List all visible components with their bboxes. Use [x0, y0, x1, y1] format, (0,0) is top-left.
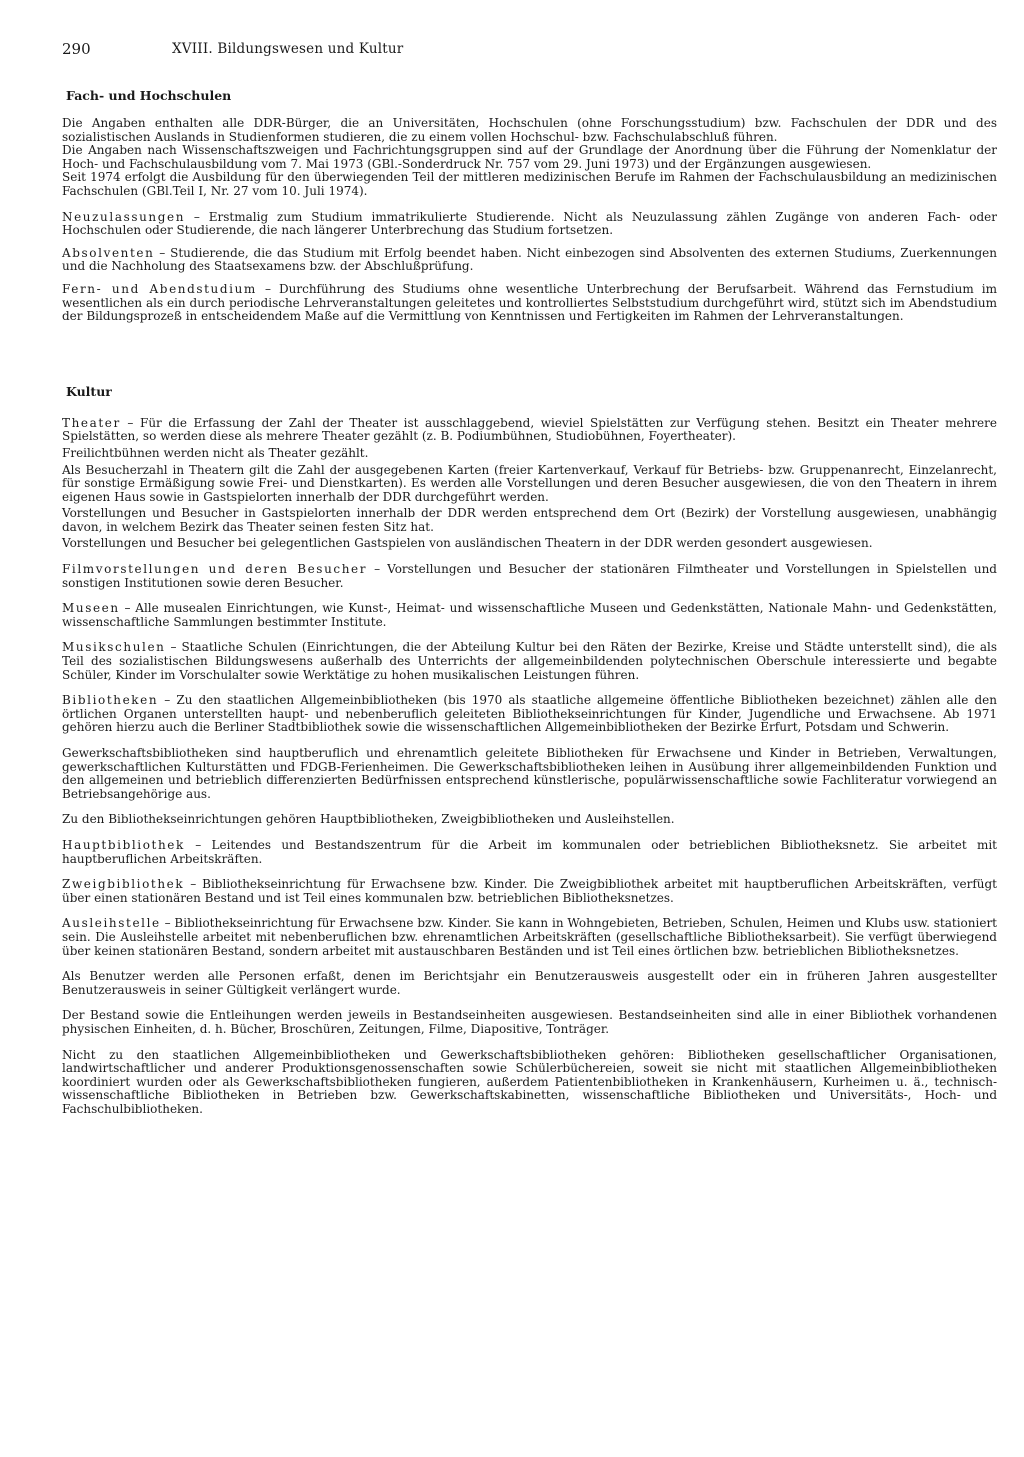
- paragraph: Seit 1974 erfolgt die Ausbildung für den überwiegenden Teil der mittleren medizinischen Berufe im Rahmen der Fachschulausbildung an medizinischen Fachschulen (GBl.Teil I, Nr. 27 vom 10. Juli 1974).: [62, 170, 997, 198]
- paragraph: Gewerkschaftsbibliotheken sind hauptberuflich und ehrenamtlich geleitete Bibliotheken für Erwachsene und Kinder in Betrieben, Verwaltungen, gewerkschaftlichen Kulturstätten und FDGB-Ferienheimen. Die Gewerkschaftsbibliotheken leihen in Ausübung ihrer allgemeinbildenden Funktion und den allgemeinen und betrieblich differenzierten Bedürfnissen entsprechend künstlerische, populärwissenschaftliche sowie Fachliteratur vorwiegend an Betriebsangehörige aus.: [62, 746, 997, 801]
- section-title-fach: Fach- und Hochschulen: [66, 88, 232, 103]
- definition-fernstudium: [62, 283, 997, 324]
- definition-hauptbibliothek: [62, 839, 997, 866]
- definition-ausleihstelle: [62, 917, 997, 958]
- term: Neuzulassungen: [62, 209, 186, 224]
- paragraph: Als Benutzer werden alle Personen erfaßt, denen im Berichtsjahr ein Benutzerausweis ausgestellt oder ein in früheren Jahren ausgestellter Benutzerausweis in seiner Gültigkeit verlängert wurde.: [62, 969, 997, 997]
- term: Filmvorstellungen und deren Besucher: [62, 562, 368, 577]
- chapter-title: XVIII. Bildungswesen und Kultur: [172, 41, 404, 57]
- paragraph: Vorstellungen und Besucher bei gelegentlichen Gastspielen von ausländischen Theatern in der DDR werden gesondert ausgewiesen.: [62, 536, 873, 551]
- definition-theater: [62, 417, 997, 444]
- definition-text: – Bibliothekseinrichtung für Erwachsene bzw. Kinder. Sie kann in Wohngebieten, Betrieben, Schulen, Heimen und Klubs usw. stationiert sein. Die Ausleihstelle arbeitet mit nebenberuflichen bzw. ehrenamtlichen Arbeitskräften (gesellschaftliche Bibliotheksarbeit). Sie verfügt überwiegend über keinen stationären Bestand, sondern arbeitet mit austauschbaren Beständen und ist Teil eines örtlichen bzw. betrieblichen Bibliotheksnetzes.: [62, 916, 997, 958]
- section-title-kultur: Kultur: [66, 383, 112, 399]
- definition-neuzulassungen: [62, 211, 997, 238]
- term: Zweigbibliothek: [62, 877, 185, 892]
- definition-text: – Zu den staatlichen Allgemeinbibliotheken (bis 1970 als staatliche allgemeine öffentliche Bibliotheken bezeichnet) zählen alle den örtlichen Organen unterstellten haupt- und nebenberuflich geleiteten Bibliothekseinrichtungen für Kinder, Jugendliche und Erwachsene. Ab 1971 gehören hierzu auch die Berliner Stadtbibliothek sowie die wissenschaftlichen Allgemeinbibliotheken der Bezirke Erfurt, Potsdam und Schwerin.: [62, 693, 997, 735]
- definition-text: – Alle musealen Einrichtungen, wie Kunst-, Heimat- und wissenschaftliche Museen und Gedenkstätten, Nationale Mahn- und Gedenkstätten, wissenschaftliche Sammlungen bestimmter Institute.: [62, 601, 997, 629]
- definition-text: – Staatliche Schulen (Einrichtungen, die der Abteilung Kultur bei den Räten der Bezirke, Kreise und Städte unterstellt sind), die als Teil des sozialistischen Bildungswesens außerhalb des Unterrichts der allgemeinbildenden polytechnischen Oberschule interessierte und begabte Schüler, Kinder im Vorschulalter sowie Werktätige zu hohen musikalischen Leistungen führen.: [62, 640, 997, 682]
- definition-museen: [62, 602, 997, 629]
- definition-text: – Leitendes und Bestandszentrum für die Arbeit im kommunalen oder betrieblichen Bibliotheksnetz. Sie arbeitet mit hauptberuflichen Arbeitskräften.: [62, 837, 997, 866]
- term: Ausleihstelle: [62, 916, 161, 931]
- paragraph: Die Angaben enthalten alle DDR-Bürger, die an Universitäten, Hochschulen (ohne Forschungsstudium) bzw. Fachschulen der DDR und des sozialistischen Auslands in Studienformen studieren, die zu einem vollen Hochschul- bzw. Fachschulabschluß führen.: [62, 116, 997, 144]
- term: Fern- und Abendstudium: [62, 281, 257, 296]
- definition-zweigbibliothek: [62, 878, 997, 905]
- page-header: [62, 40, 997, 62]
- paragraph: Der Bestand sowie die Entleihungen werden jeweils in Bestandseinheiten ausgewiesen. Bestandseinheiten sind alle in einer Bibliothek vorhandenen physischen Einheiten, d. h. Bücher, Broschüren, Zeitungen, Filme, Diapositive, Tonträger.: [62, 1008, 997, 1036]
- term: Absolventen: [62, 245, 155, 260]
- term: Museen: [62, 601, 120, 616]
- term: Bibliotheken: [62, 693, 159, 708]
- paragraph: Als Besucherzahl in Theatern gilt die Zahl der ausgegebenen Karten (freier Kartenverkauf, Verkauf für Betriebs- bzw. Gruppenanrecht, Einzelanrecht, für sonstige Ermäßigung sowie Frei- und Dienstkarten). Es werden alle Vorstellungen und deren Besucher ausgewiesen, die von den Theatern in ihrem eigenen Haus sowie in Gastspielorten innerhalb der DDR durchgeführt werden.: [62, 462, 997, 504]
- definition-bibliotheken: [62, 694, 997, 735]
- definition-text: – Studierende, die das Studium mit Erfolg beendet haben. Nicht einbezogen sind Absolventen des externen Studiums, Zuerkennungen und die Nachholung des Staatsexamens bzw. der Abschlußprüfung.: [62, 245, 997, 274]
- definition-text: – Erstmalig zum Studium immatrikulierte Studierende. Nicht als Neuzulassung zählen Zugänge von anderen Fach- oder Hochschulen oder Studierende, die nach längerer Unterbrechung das Studium fortsetzen.: [62, 209, 997, 238]
- definition-text: – Für die Erfassung der Zahl der Theater ist ausschlaggebend, wieviel Spielstätten zur Verfügung stehen. Besitzt ein Theater mehrere Spielstätten, so werden diese als mehrere Theater gezählt (z. B. Podiumbühnen, Studiobühnen, Foyertheater).: [62, 415, 997, 444]
- paragraph: Vorstellungen und Besucher in Gastspielorten innerhalb der DDR werden entsprechend dem Ort (Bezirk) der Vorstellung ausgewiesen, unabhängig davon, in welchem Bezirk das Theater seinen festen Sitz hat.: [62, 506, 997, 534]
- document-page: [62, 40, 997, 1116]
- term: Theater: [62, 415, 121, 430]
- definition-text: – Bibliothekseinrichtung für Erwachsene bzw. Kinder. Die Zweigbibliothek arbeitet mit hauptberuflichen Arbeitskräften, verfügt über einen stationären Bestand und ist Teil eines kommunalen bzw. betrieblichen Bibliotheksnetzes.: [62, 877, 997, 905]
- definition-film: [62, 563, 997, 590]
- definition-text: – Vorstellungen und Besucher der stationären Filmtheater und Vorstellungen in Spielstellen und sonstigen Institutionen sowie deren Besucher.: [62, 562, 997, 590]
- paragraph: Die Angaben nach Wissenschaftszweigen und Fachrichtungsgruppen sind auf der Grundlage der Anordnung über die Führung der Nomenklatur der Hoch- und Fachschulausbildung vom 7. Mai 1973 (GBl.-Sonderdruck Nr. 757 vom 29. Juni 1973) und der Ergänzungen ausgewiesen.: [62, 143, 997, 171]
- definition-absolventen: [62, 247, 997, 274]
- paragraph: Freilichtbühnen werden nicht als Theater gezählt.: [62, 445, 369, 460]
- page-number: 290: [62, 40, 91, 58]
- term: Musikschulen: [62, 640, 166, 655]
- paragraph: Nicht zu den staatlichen Allgemeinbibliotheken und Gewerkschaftsbibliotheken gehören: Bibliotheken gesellschaftlicher Organisationen, landwirtschaftlicher und anderer Produktionsgenossenschaften sowie Schülerbüchereien, soweit sie nicht mit staatlichen Allgemeinbibliotheken koordiniert wurden oder als Gewerkschaftsbibliotheken fungieren, außerdem Patientenbibliotheken in Krankenhäusern, Kurheimen u. ä., technisch-wissenschaftliche Bibliotheken in Betrieben bzw. Gewerkschaftskabinetten, wissenschaftliche Bibliotheken und Universitäts-, Hoch- und Fachschulbibliotheken.: [62, 1047, 997, 1116]
- definition-text: – Durchführung des Studiums ohne wesentliche Unterbrechung der Berufsarbeit. Während das Fernstudium im wesentlichen als ein durch periodische Lehrveranstaltungen geleitetes und kontrolliertes Selbststudium durchgeführt wird, stützt sich im Abendstudium der Bildungsprozeß in entscheidendem Maße auf die Vermittlung von Kenntnissen und Fertigkeiten im Rahmen der Lehrveranstaltungen.: [62, 281, 997, 324]
- definition-musikschulen: [62, 641, 997, 682]
- paragraph: Zu den Bibliothekseinrichtungen gehören Hauptbibliotheken, Zweigbibliotheken und Ausleihstellen.: [62, 812, 675, 827]
- term: Hauptbibliothek: [62, 837, 185, 852]
